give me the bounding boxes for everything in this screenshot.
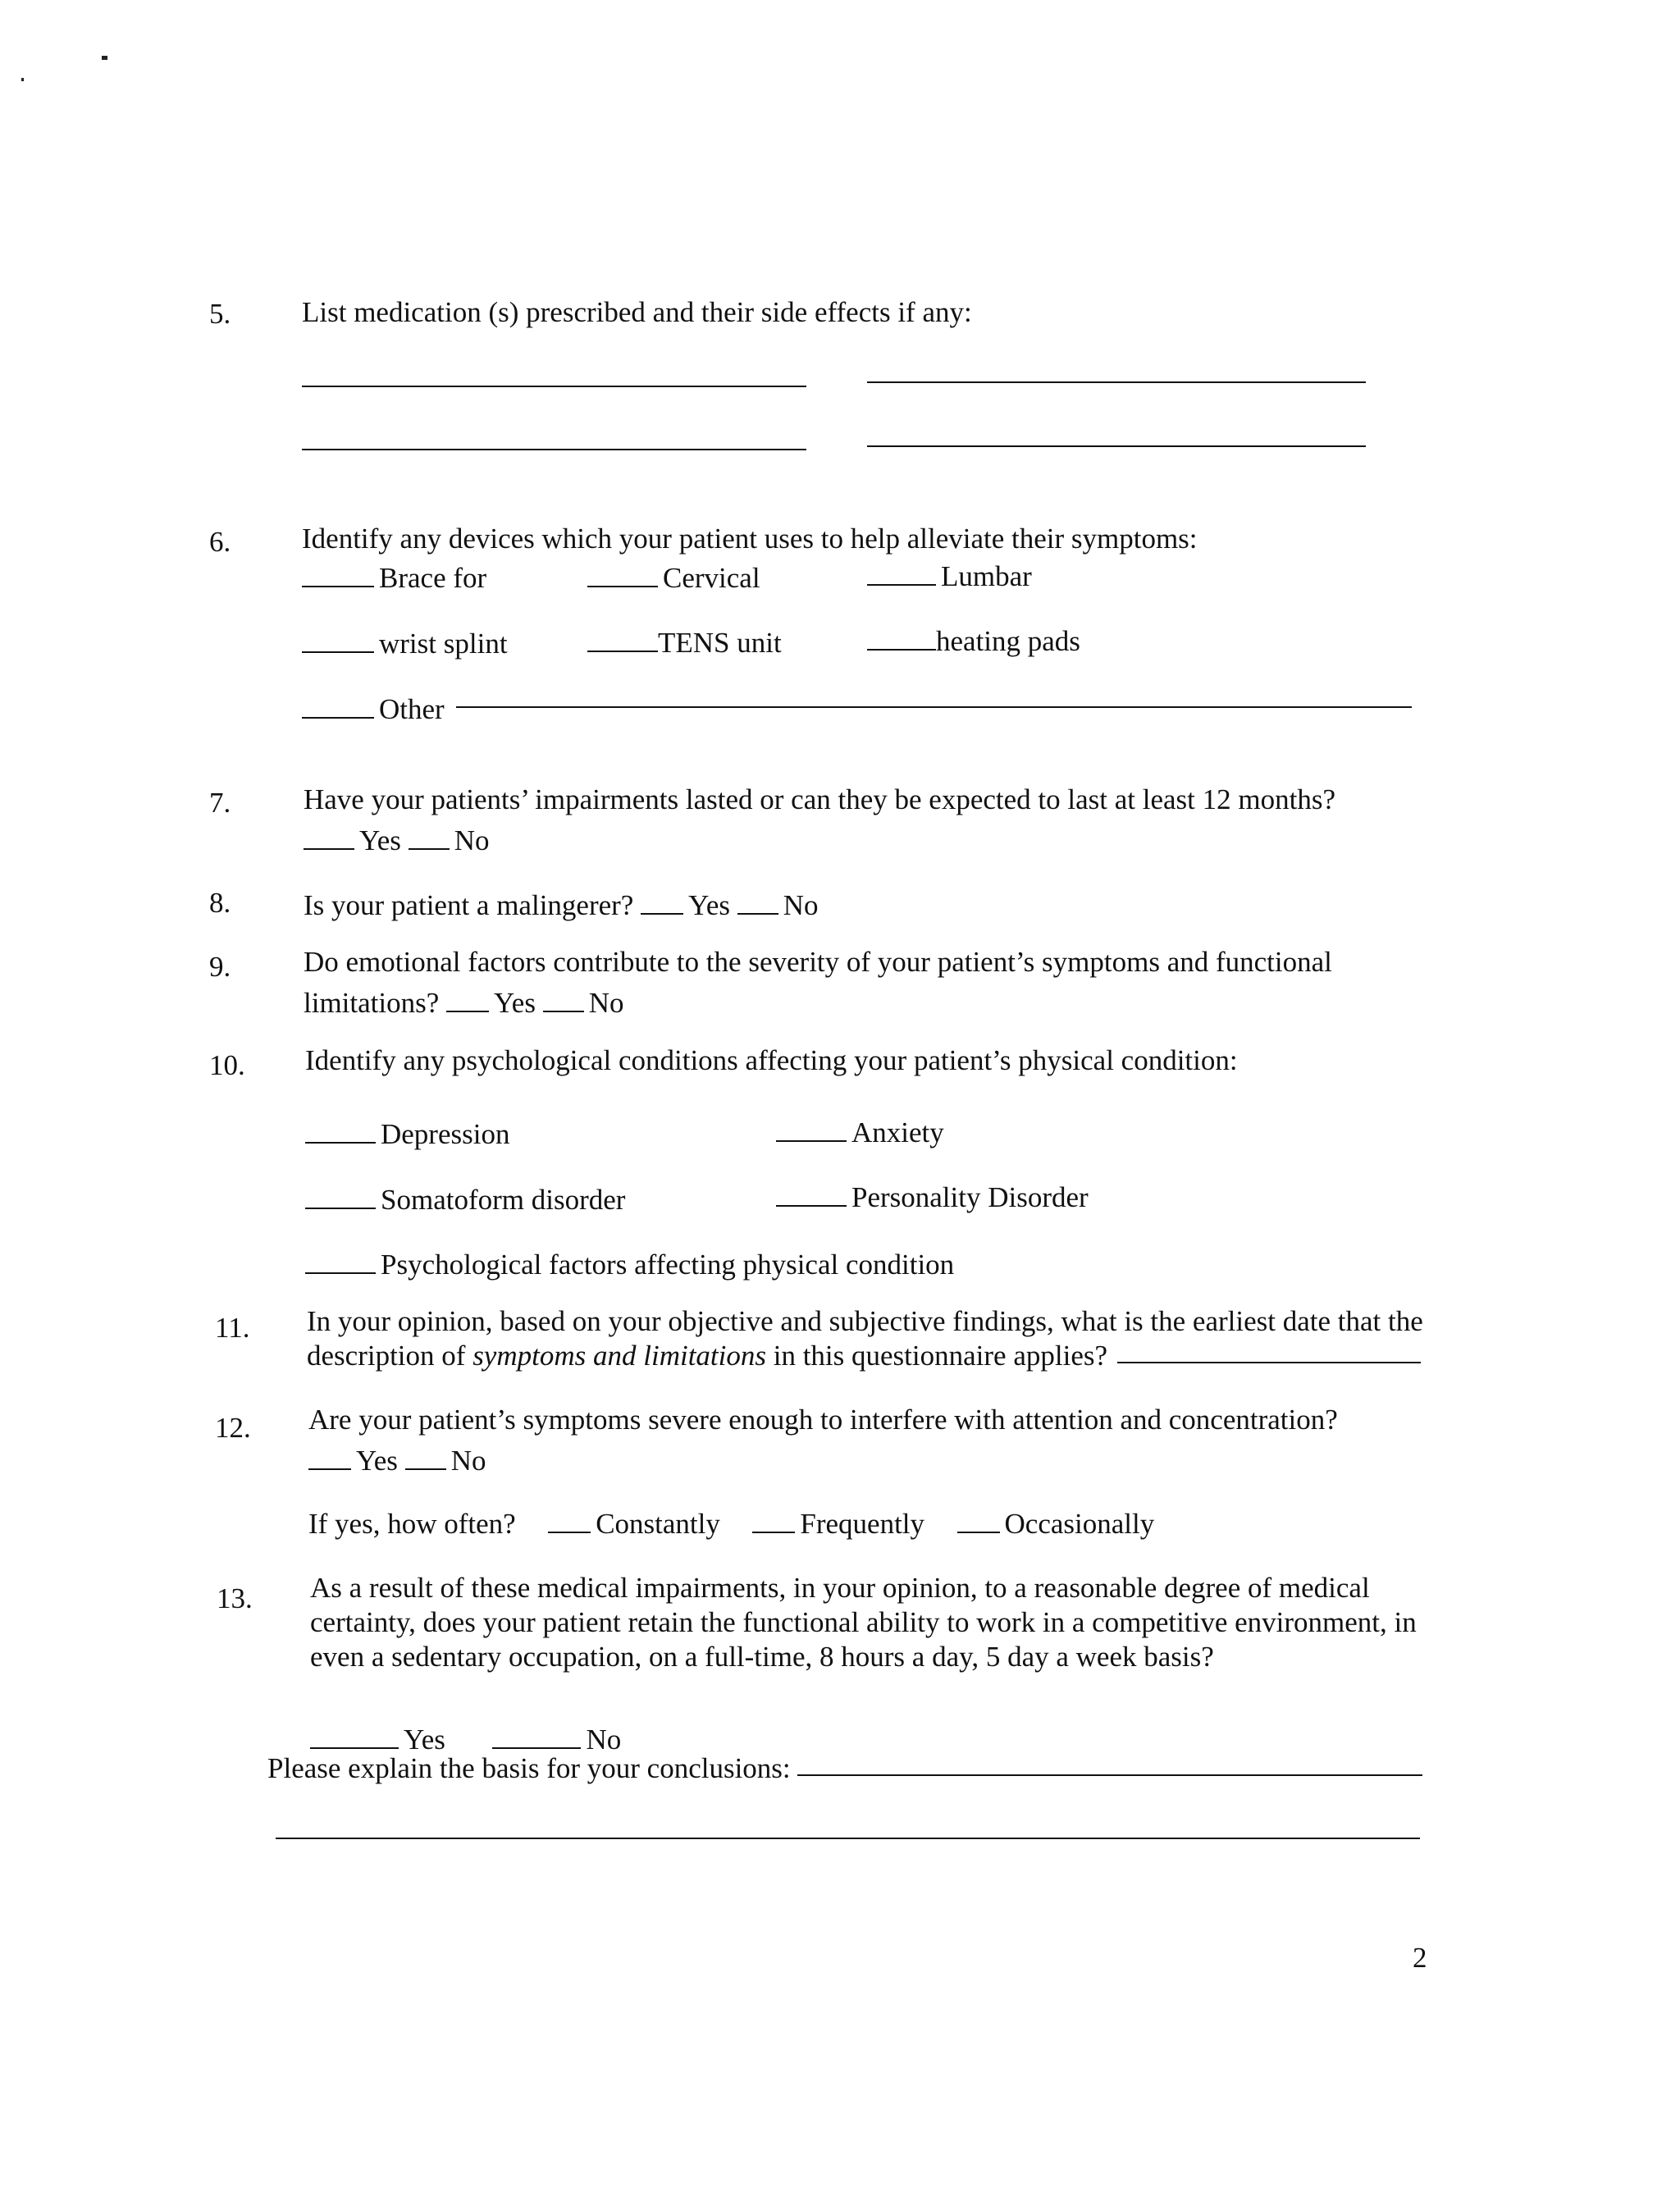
q6-option-other[interactable]: Other	[302, 687, 445, 727]
q12-occasionally-blank[interactable]	[957, 1501, 1000, 1533]
q8-question: Is your patient a malingerer? Yes No	[304, 883, 819, 923]
q9-question-line1: Do emotional factors contribute to the severity of your patient’s symptoms and functional	[304, 946, 1332, 978]
q9-no-blank[interactable]	[543, 980, 584, 1012]
q8-no-blank[interactable]	[737, 883, 778, 915]
checkbox-blank[interactable]	[867, 554, 936, 586]
q6-number: 6.	[209, 526, 231, 558]
q6-other-field[interactable]	[456, 706, 1412, 708]
q9-question-line2: limitations? Yes No	[304, 980, 623, 1020]
q10-option-personality[interactable]: Personality Disorder	[776, 1175, 1089, 1215]
q5-number: 5.	[209, 298, 231, 330]
q5-medication-field[interactable]	[302, 449, 806, 450]
q6-option-tens-unit[interactable]: TENS unit	[587, 620, 782, 660]
q13-question-line2: certainty, does your patient retain the functional ability to work in a competitive environment, in	[310, 1606, 1417, 1638]
q6-question: Identify any devices which your patient uses to help alleviate their symptoms:	[302, 523, 1198, 555]
q7-question: Have your patients’ impairments lasted or can they be expected to last at least 12 months?	[304, 783, 1335, 815]
q13-explain-field[interactable]	[276, 1838, 1420, 1839]
q7-no-blank[interactable]	[409, 818, 450, 850]
q6-option-heating-pads[interactable]: heating pads	[867, 619, 1080, 659]
scan-speck	[102, 56, 107, 60]
scan-speck	[21, 78, 24, 81]
q10-option-depression[interactable]: Depression	[305, 1112, 509, 1152]
q5-side-effect-field[interactable]	[867, 381, 1366, 383]
checkbox-blank[interactable]	[305, 1242, 376, 1274]
checkbox-blank[interactable]	[867, 619, 936, 651]
q10-option-psych-factors[interactable]: Psychological factors affecting physical condition	[305, 1242, 954, 1282]
q8-number: 8.	[209, 887, 231, 919]
q7-number: 7.	[209, 787, 231, 819]
q13-explain-label: Please explain the basis for your conclusions:	[267, 1752, 791, 1784]
q12-frequency: If yes, how often? Constantly Frequently Occasionally	[308, 1501, 1154, 1541]
q10-option-somatoform[interactable]: Somatoform disorder	[305, 1177, 625, 1217]
q6-option-brace[interactable]: Brace for	[302, 555, 486, 596]
checkbox-blank[interactable]	[302, 555, 374, 587]
q5-medication-field[interactable]	[302, 386, 806, 387]
q10-question: Identify any psychological conditions affecting your patient’s physical condition:	[305, 1044, 1238, 1076]
q13-answers: Yes No	[310, 1717, 621, 1757]
q11-date-field[interactable]	[1117, 1362, 1421, 1363]
q11-question-line2: description of symptoms and limitations in this questionnaire applies?	[307, 1340, 1108, 1372]
q13-question-line3: even a sedentary occupation, on a full-time, 8 hours a day, 5 day a week basis?	[310, 1641, 1214, 1673]
q13-question-line1: As a result of these medical impairments, in your opinion, to a reasonable degree of medical	[310, 1572, 1370, 1604]
checkbox-blank[interactable]	[305, 1112, 376, 1144]
page-number: 2	[1413, 1942, 1427, 1974]
q13-number: 13.	[217, 1582, 253, 1614]
q13-explain-field[interactable]	[797, 1774, 1422, 1776]
checkbox-blank[interactable]	[587, 620, 658, 652]
q12-frequently-blank[interactable]	[752, 1501, 795, 1533]
q6-option-cervical[interactable]: Cervical	[587, 555, 760, 596]
checkbox-blank[interactable]	[305, 1177, 376, 1209]
checkbox-blank[interactable]	[302, 687, 374, 719]
q10-number: 10.	[209, 1049, 245, 1081]
q10-option-anxiety[interactable]: Anxiety	[776, 1110, 944, 1150]
q11-number: 11.	[215, 1312, 250, 1344]
q12-number: 12.	[215, 1412, 251, 1444]
q9-number: 9.	[209, 951, 231, 983]
q12-no-blank[interactable]	[405, 1438, 446, 1470]
checkbox-blank[interactable]	[776, 1110, 847, 1142]
q12-question: Are your patient’s symptoms severe enough to interfere with attention and concentration?	[308, 1404, 1338, 1436]
q12-constantly-blank[interactable]	[548, 1501, 591, 1533]
q8-yes-blank[interactable]	[641, 883, 683, 915]
q11-question-line1: In your opinion, based on your objective and subjective findings, what is the earliest date that the	[307, 1305, 1423, 1337]
checkbox-blank[interactable]	[776, 1175, 847, 1207]
q12-yes-blank[interactable]	[308, 1438, 351, 1470]
q9-yes-blank[interactable]	[446, 980, 489, 1012]
q13-yes-blank[interactable]	[310, 1717, 399, 1749]
q6-option-wrist-splint[interactable]: wrist splint	[302, 621, 508, 661]
q5-question: List medication (s) prescribed and their side effects if any:	[302, 296, 972, 328]
q12-answers: Yes No	[308, 1438, 486, 1478]
q7-answers: Yes No	[304, 818, 489, 858]
q5-side-effect-field[interactable]	[867, 445, 1366, 447]
checkbox-blank[interactable]	[302, 621, 374, 653]
q13-no-blank[interactable]	[492, 1717, 581, 1749]
checkbox-blank[interactable]	[587, 555, 658, 587]
q6-option-lumbar[interactable]: Lumbar	[867, 554, 1032, 594]
q7-yes-blank[interactable]	[304, 818, 354, 850]
